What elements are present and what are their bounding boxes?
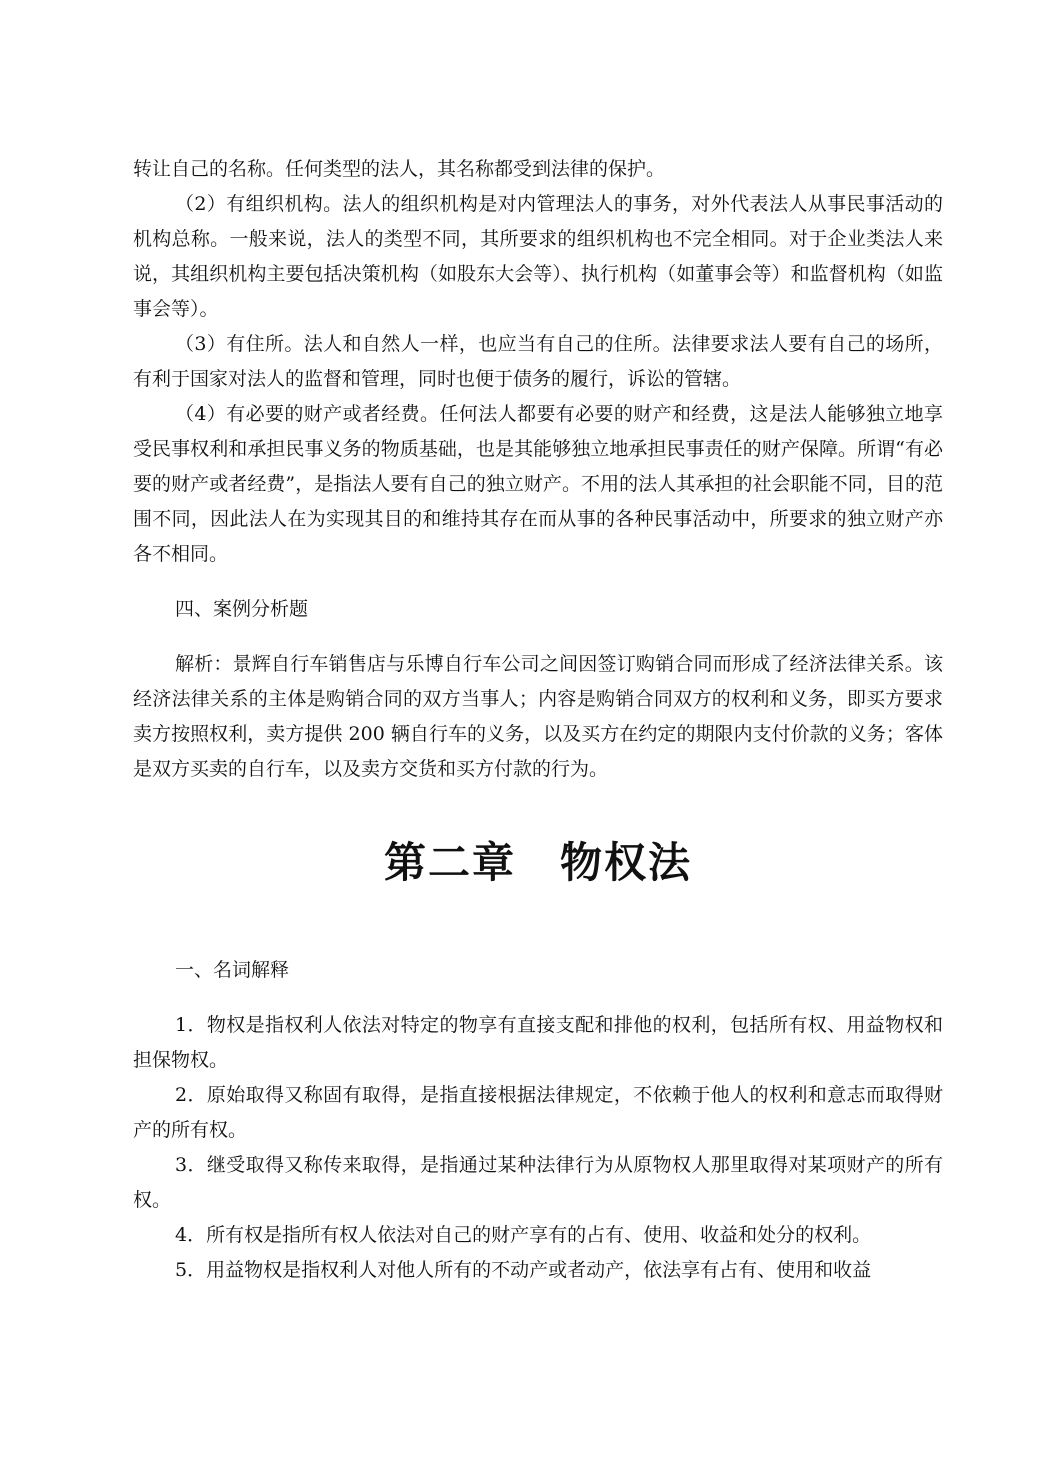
paragraph-name-protection: 转让自己的名称。任何类型的法人，其名称都受到法律的保护。 xyxy=(133,158,666,180)
definition-item: 3．继受取得又称传来取得，是指通过某种法律行为从原物权人那里取得对某项财产的所有权。 xyxy=(133,1154,943,1211)
paragraph-domicile: （3）有住所。法人和自然人一样，也应当有自己的住所。法律要求法人要有自己的场所，有利于国家对法人的监督和管理，同时也便于债务的履行，诉讼的管辖。 xyxy=(133,333,943,390)
definition-item: 1．物权是指权利人依法对特定的物享有直接支配和排他的权利，包括所有权、用益物权和担保物权。 xyxy=(133,1014,943,1071)
section-heading-definitions: 一、名词解释 xyxy=(175,959,290,981)
spacer xyxy=(133,572,943,592)
spacer xyxy=(133,787,943,833)
paragraph-case-analysis: 解析：景辉自行车销售店与乐博自行车公司之间因签订购销合同而形成了经济法律关系。该经济法律关系的主体是购销合同的双方当事人；内容是购销合同双方的权利和义务，即买方要求卖方按照权利，卖方提供 200 辆自行车的义务，以及买方在约定的期限内支付价款的义务；客体是双方买卖的自行车，以及卖方交货和买方付款的行为。 xyxy=(133,653,943,780)
definition-item: 5．用益物权是指权利人对他人所有的不动产或者动产，依法享有占有、使用和收益 xyxy=(175,1259,872,1281)
chapter-title: 第二章 物权法 xyxy=(383,838,692,887)
document-page xyxy=(133,152,943,1288)
section-heading-case-analysis: 四、案例分析题 xyxy=(175,598,309,620)
definition-item: 4．所有权是指所有权人依法对自己的财产享有的占有、使用、收益和处分的权利。 xyxy=(175,1224,872,1246)
spacer xyxy=(133,988,943,1008)
spacer xyxy=(133,627,943,647)
paragraph-organization: （2）有组织机构。法人的组织机构是对内管理法人的事务，对外代表法人从事民事活动的机构总称。一般来说，法人的类型不同，其所要求的组织机构也不完全相同。对于企业类法人来说，其组织机构主要包括决策机构（如股东大会等）、执行机构（如董事会等）和监督机构（如监事会等）。 xyxy=(133,193,943,320)
definition-item: 2．原始取得又称固有取得，是指直接根据法律规定，不依赖于他人的权利和意志而取得财产的所有权。 xyxy=(133,1084,943,1141)
spacer xyxy=(133,893,943,953)
paragraph-property: （4）有必要的财产或者经费。任何法人都要有必要的财产和经费，这是法人能够独立地享受民事权利和承担民事义务的物质基础，也是其能够独立地承担民事责任的财产保障。所谓“有必要的财产或者经费”，是指法人要有自己的独立财产。不用的法人其承担的社会职能不同，目的范围不同，因此法人在为实现其目的和维持其存在而从事的各种民事活动中，所要求的独立财产亦各不相同。 xyxy=(133,403,943,565)
